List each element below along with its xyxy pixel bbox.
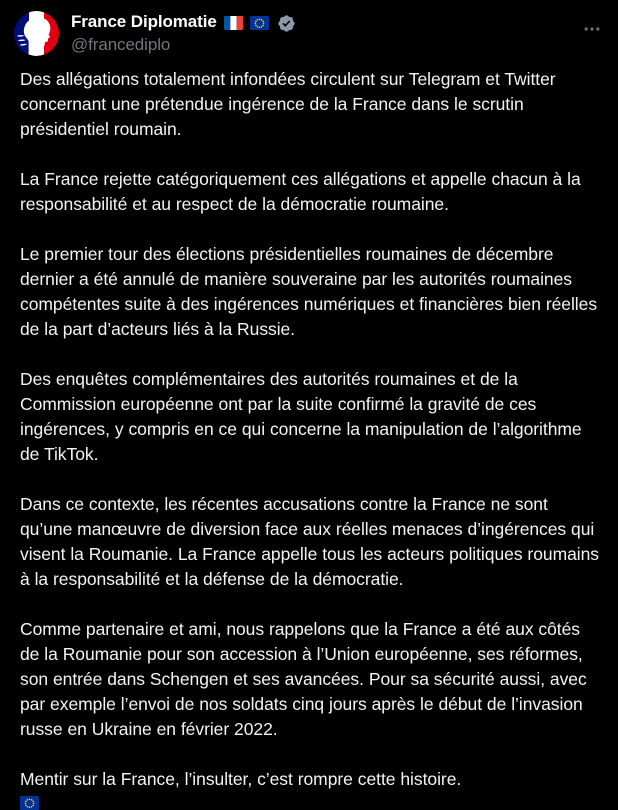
marianne-avatar-icon bbox=[14, 11, 59, 56]
tweet-paragraph: Comme partenaire et ami, nous rappelons que la France a été aux côtés de la Roumanie pour son accession à l’Union européenne, ses réformes, son entrée dans Schengen et ses avancées. Pour sa sécurité aussi, avec par exemple l’envoi de nos soldats cinq jours après le début de l’invasion russe en Ukraine en février 2022. bbox=[20, 619, 587, 739]
tweet-trailing-emoji-row bbox=[0, 792, 618, 810]
author-name-row bbox=[71, 12, 296, 32]
avatar[interactable] bbox=[14, 11, 59, 56]
tweet-paragraph: Des allégations totalement infondées circulent sur Telegram et Twitter concernant une prétendue ingérence de la France dans le scrutin présidentiel roumain. bbox=[20, 69, 556, 139]
tweet-paragraph: La France rejette catégoriquement ces allégations et appelle chacun à la responsabilité et au respect de la démocratie roumaine. bbox=[20, 169, 581, 214]
tweet-header bbox=[0, 0, 618, 58]
flag-european-union-emoji bbox=[250, 16, 269, 30]
author-handle[interactable]: @francediplo bbox=[71, 35, 171, 54]
tweet-paragraph: Des enquêtes complémentaires des autorités roumaines et de la Commission européenne ont par la suite confirmé la gravité de ces ingérences, y compris en ce qui concerne la manipulation de l’algorithme de TikTok. bbox=[20, 369, 582, 464]
more-options-icon[interactable] bbox=[579, 18, 605, 40]
tweet-paragraph: Dans ce contexte, les récentes accusations contre la France ne sont qu’une manœuvre de diversion face aux réelles menaces d’ingérences qui visent la Roumanie. La France appelle tous les acteurs politiques roumains à la responsabilité et la défense de la démocratie. bbox=[20, 494, 600, 589]
tweet-paragraph: Le premier tour des élections présidentielles roumaines de décembre dernier a été annulé de manière souveraine par les autorités roumaines compétentes suite à des ingérences numériques et financières bien réelles de la part d’acteurs liés à la Russie. bbox=[20, 244, 598, 339]
flag-european-union-emoji bbox=[20, 796, 39, 810]
author-identity bbox=[71, 11, 296, 56]
tweet-text bbox=[0, 58, 618, 792]
flag-france-emoji bbox=[224, 16, 243, 30]
author-display-name[interactable]: France Diplomatie bbox=[71, 12, 217, 31]
verified-badge-icon[interactable] bbox=[277, 14, 296, 33]
tweet-paragraph: Mentir sur la France, l’insulter, c’est rompre cette histoire. bbox=[20, 769, 462, 789]
